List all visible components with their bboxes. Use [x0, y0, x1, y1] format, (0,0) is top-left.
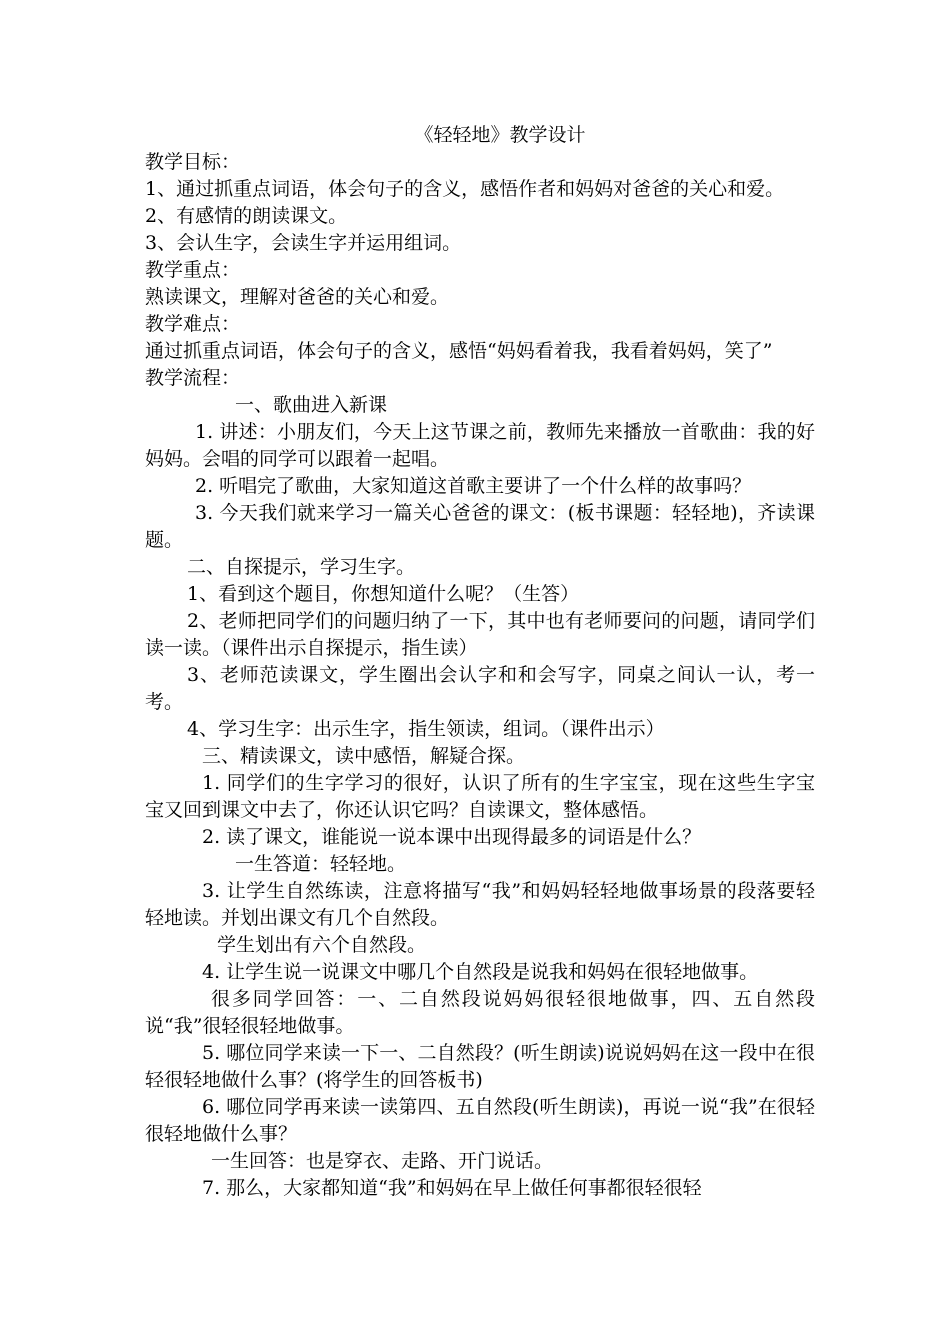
document-page	[145, 122, 815, 1202]
section-3-heading: 三、精读课文，读中感悟，解疑合探。	[202, 745, 526, 767]
key-points-text: 熟读课文，理解对爸爸的关心和爱。	[145, 286, 450, 308]
section-3-answer-3: 学生划出有六个自然段。	[217, 934, 427, 956]
heading-teaching-goals: 教学目标：	[145, 151, 241, 173]
heading-key-points: 教学重点：	[145, 259, 241, 281]
section-2-item-2: 2、老师把同学们的问题归纳了一下，其中也有老师要问的问题，请同学们读一读。（课件出示自探提示，指生读）	[145, 610, 815, 659]
heading-difficulties: 教学难点：	[145, 313, 241, 335]
section-1-item-3: 3. 今天我们就来学习一篇关心爸爸的课文：(板书课题：轻轻地)，齐读课题。	[145, 502, 815, 551]
goal-1: 1、通过抓重点词语，体会句子的含义，感悟作者和妈妈对爸爸的关心和爱。	[145, 178, 785, 200]
section-3-answer-4: 很多同学回答：一、二自然段说妈妈很轻很地做事，四、五自然段说“我”很轻很轻地做事。	[145, 988, 815, 1037]
section-3-item-3: 3. 让学生自然练读，注意将描写“我”和妈妈轻轻地做事场景的段落要轻轻地读。并划出课文有几个自然段。	[145, 880, 815, 929]
goal-2: 2、有感情的朗读课文。	[145, 205, 348, 227]
section-3-answer-6: 一生回答：也是穿衣、走路、开门说话。	[211, 1150, 554, 1172]
heading-process: 教学流程：	[145, 367, 241, 389]
section-2-item-3: 3、老师范读课文，学生圈出会认字和和会写字，同桌之间认一认，考一考。	[145, 664, 815, 713]
section-3-answer-2: 一生答道：轻轻地。	[235, 853, 407, 875]
document-title: 《轻轻地》教学设计	[414, 124, 586, 146]
section-3-item-5: 5. 哪位同学来读一下一、二自然段？(听生朗读)说说妈妈在这一段中在很轻很轻地做什么事？(将学生的回答板书)	[145, 1042, 815, 1091]
section-3-item-4: 4. 让学生说一说课文中哪几个自然段是说我和妈妈在很轻地做事。	[202, 961, 759, 983]
section-3-item-6: 6. 哪位同学再来读一读第四、五自然段(听生朗读)，再说一说“我”在很轻很轻地做什么事？	[145, 1096, 815, 1145]
section-3-item-2: 2. 读了课文，谁能说一说本课中出现得最多的词语是什么？	[202, 826, 702, 848]
section-1-heading: 一、歌曲进入新课	[235, 394, 388, 416]
section-2-item-4: 4、学习生字：出示生字，指生领读，组词。（课件出示）	[187, 718, 665, 740]
difficulties-text: 通过抓重点词语，体会句子的含义，感悟“妈妈看着我，我看着妈妈，笑了”	[145, 340, 773, 362]
section-1-item-1: 1. 讲述：小朋友们，今天上这节课之前，教师先来播放一首歌曲：我的好妈妈。会唱的同学可以跟着一起唱。	[145, 421, 815, 470]
section-2-heading: 二、自探提示，学习生字。	[187, 556, 416, 578]
section-1-item-2: 2. 听唱完了歌曲，大家知道这首歌主要讲了一个什么样的故事吗？	[195, 475, 752, 497]
goal-3: 3、会认生字，会读生字并运用组词。	[145, 232, 462, 254]
section-3-item-7: 7. 那么，大家都知道“我”和妈妈在早上做任何事都很轻很轻	[202, 1177, 702, 1199]
section-2-item-1: 1、看到这个题目，你想知道什么呢？（生答）	[187, 583, 580, 605]
section-3-item-1: 1. 同学们的生字学习的很好，认识了所有的生字宝宝，现在这些生字宝宝又回到课文中去了，你还认识它吗？自读课文，整体感悟。	[145, 772, 815, 821]
